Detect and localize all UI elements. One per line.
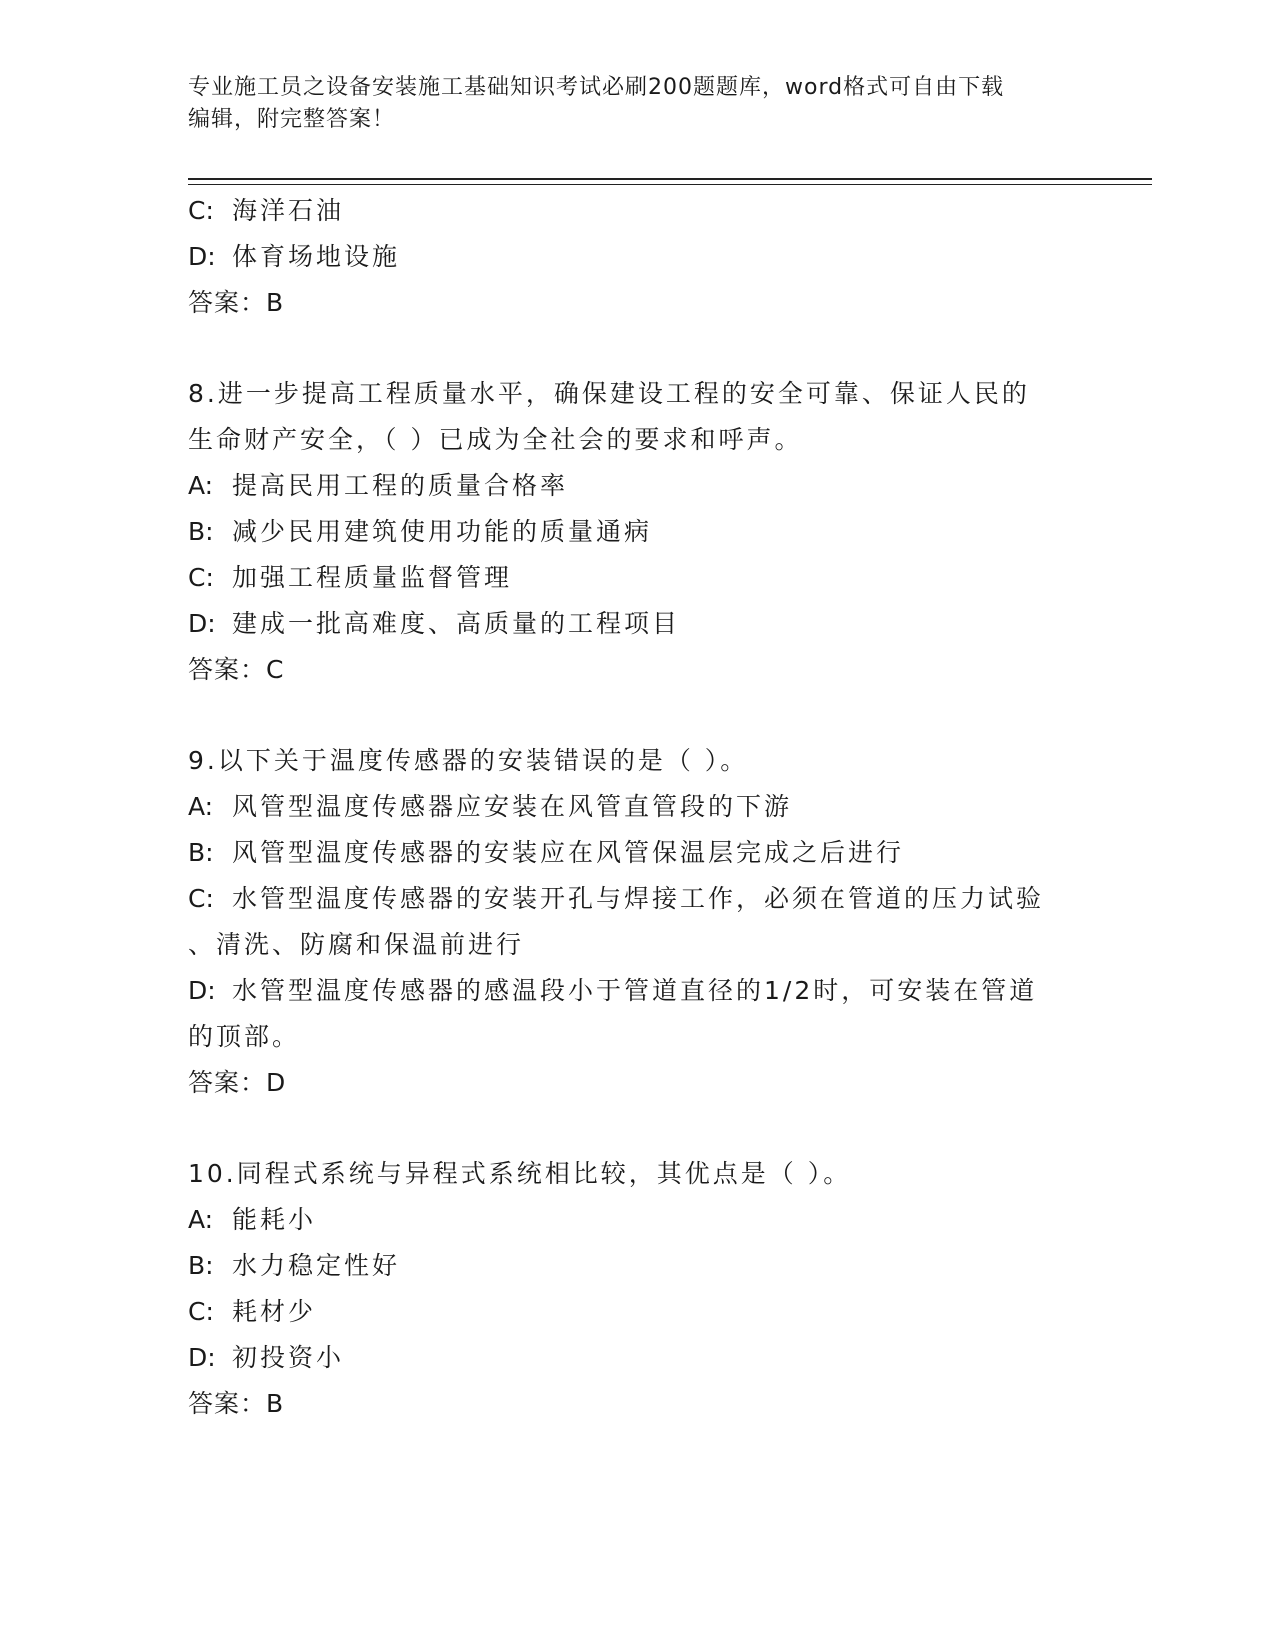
header-title-line-1: 专业施工员之设备安装施工基础知识考试必刷200题题库，word格式可自由下载 [188,75,1005,100]
option-c [188,555,1088,601]
option-text: 体育场地设施 [232,242,401,271]
option-c-continued: 、清洗、防腐和保温前进行 [188,930,525,959]
option-text: 水力稳定性好 [232,1251,401,1280]
option-text: 风管型温度传感器应安装在风管直管段的下游 [232,792,793,821]
option-letter: D: [188,609,216,638]
question-stem: 8.进一步提高工程质量水平，确保建设工程的安全可靠、保证人民的 [188,379,1030,408]
option-letter: B: [188,1251,214,1280]
option-d [188,234,1088,280]
question-stem-continued: 生命财产安全，（ ）已成为全社会的要求和呼声。 [188,425,803,454]
option-a [188,1197,1088,1243]
header-title-line-2: 编辑，附完整答案！ [188,107,396,132]
answer-line: 答案：B [188,1389,285,1418]
option-text: 加强工程质量监督管理 [232,563,513,592]
option-text: 耗材少 [232,1297,317,1326]
option-text: 能耗小 [232,1205,317,1234]
option-c [188,188,1088,234]
question-stem: 9.以下关于温度传感器的安装错误的是（ ）。 [188,746,749,775]
option-b [188,509,1088,555]
option-a [188,463,1088,509]
option-b [188,830,1088,876]
answer-line: 答案：D [188,1068,287,1097]
option-c [188,876,1088,922]
option-d [188,968,1088,1014]
option-c [188,1289,1088,1335]
option-d-continued: 的顶部。 [188,1022,301,1051]
question-content [188,188,1088,1427]
option-d [188,1335,1088,1381]
option-letter: C: [188,563,214,592]
option-letter: D: [188,976,216,1005]
option-letter: C: [188,196,214,225]
question-10 [188,1151,1088,1427]
option-letter: D: [188,242,216,271]
option-text: 风管型温度传感器的安装应在风管保温层完成之后进行 [232,838,905,867]
option-text: 海洋石油 [232,196,345,225]
answer-line: 答案：C [188,655,285,684]
question-8 [188,371,1088,693]
option-letter: C: [188,884,214,913]
option-text: 提高民用工程的质量合格率 [232,471,569,500]
option-letter: C: [188,1297,214,1326]
option-letter: B: [188,517,214,546]
option-text: 初投资小 [232,1343,345,1372]
option-letter: D: [188,1343,216,1372]
question-7-tail [188,188,1088,326]
option-d [188,601,1088,647]
option-letter: A: [188,1205,214,1234]
answer-line: 答案：B [188,288,285,317]
option-letter: B: [188,838,214,867]
option-letter: A: [188,471,214,500]
option-text: 建成一批高难度、高质量的工程项目 [232,609,681,638]
question-stem: 10.同程式系统与异程式系统相比较，其优点是（ ）。 [188,1159,852,1188]
option-text: 水管型温度传感器的安装开孔与焊接工作，必须在管道的压力试验 [232,884,1045,913]
option-text: 减少民用建筑使用功能的质量通病 [232,517,653,546]
option-letter: A: [188,792,214,821]
option-b [188,1243,1088,1289]
option-a [188,784,1088,830]
option-text: 水管型温度传感器的感温段小于管道直径的1/2时，可安装在管道 [232,976,1038,1005]
header-divider [188,178,1152,185]
question-9 [188,738,1088,1106]
document-header [188,72,1068,136]
